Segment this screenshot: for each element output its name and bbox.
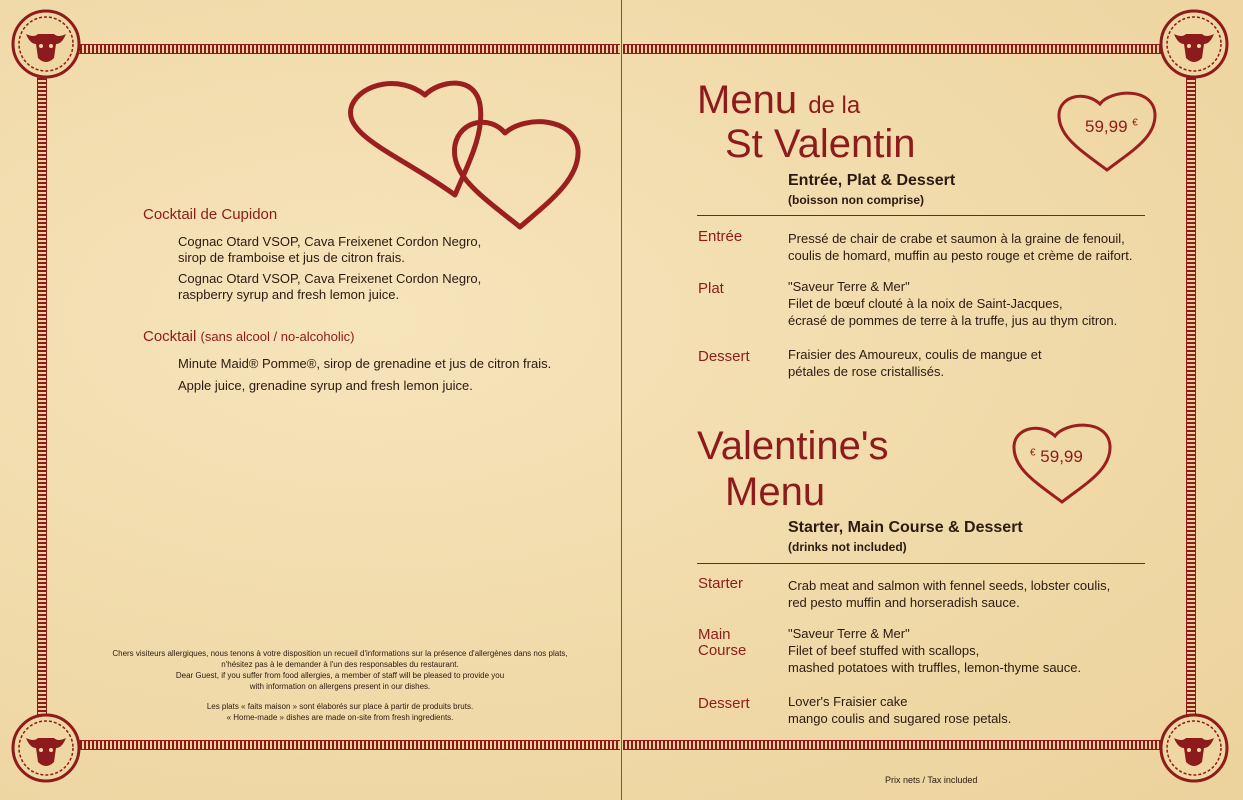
cocktail-nonalcoholic-fr: Minute Maid® Pomme®, sirop de grenadine et jus de citron frais. [178,356,552,371]
en-price-value: 59,99 [1040,447,1083,466]
cocktail-cupidon-en-line2: raspberry syrup and fresh lemon juice. [178,287,400,302]
fr-entree-line2: coulis de homard, muffin au pesto rouge et crème de raifort. [788,248,1133,263]
en-subtitle: Starter, Main Course & Dessert [788,519,1023,536]
page-fold [621,0,622,800]
fr-menu-title [697,78,860,128]
fr-entree-line1: Pressé de chair de crabe et saumon à la graine de fenouil, [788,231,1125,246]
allergen-line: with information on allergens present in our dishes. [249,682,431,691]
en-starter-line1: Crab meat and salmon with fennel seeds, lobster coulis, [788,578,1111,593]
cocktail-cupidon-title: Cocktail de Cupidon [143,206,278,223]
bull-emblem-icon [1158,712,1230,784]
en-divider [697,563,1145,564]
allergen-line: Chers visiteurs allergiques, nous tenons à votre disposition un recueil d'informations sur la présence d'allergènes dans nos plats, [112,649,568,658]
en-main-line2: Filet of beef stuffed with scallops, [788,643,980,658]
bull-emblem-icon [10,8,82,80]
cocktail-nonalcoholic-title [143,328,354,345]
cocktail-cupidon-fr-line1: Cognac Otard VSOP, Cava Freixenet Cordon Negro, [178,234,482,249]
frame-right [1186,50,1196,740]
allergen-line: n'hésitez pas à le demander à l'un des responsables du restaurant. [221,660,459,669]
fr-title-stvalentin: St Valentin [725,122,916,166]
en-dessert-line1: Lover's Fraisier cake [788,694,908,709]
frame-bottom-left [40,740,620,750]
en-subnote: (drinks not included) [788,540,907,554]
bull-emblem-icon [10,712,82,784]
double-heart-icon [340,75,585,235]
fr-entree-label: Entrée [698,228,743,245]
en-starter-label: Starter [698,575,744,592]
fr-price [1085,117,1138,137]
en-dessert-line2: mango coulis and sugared rose petals. [788,711,1012,726]
fr-title-menu: Menu [697,78,798,122]
cocktail-cupidon-fr-line2: sirop de framboise et jus de citron frais. [178,250,405,265]
allergen-line: « Home-made » dishes are made on-site from fresh ingredients. [226,713,454,722]
cocktail-nonalcoholic-title-text: Cocktail [143,328,197,345]
fr-price-value: 59,99 [1085,117,1128,136]
en-main-line1: "Saveur Terre & Mer" [788,626,910,641]
fr-divider [697,215,1145,216]
bull-emblem-icon [1158,8,1230,80]
fr-price-currency: € [1132,117,1138,129]
allergen-notice [80,648,600,723]
cocktail-nonalcoholic-en: Apple juice, grenadine syrup and fresh lemon juice. [178,378,473,393]
en-main-label-line1: Main [698,626,731,643]
frame-left [37,50,47,740]
fr-dessert-label: Dessert [698,348,750,365]
en-title-line1: Valentine's [697,424,889,468]
en-price-currency: € [1030,447,1036,459]
allergen-line: Dear Guest, if you suffer from food allergies, a member of staff will be pleased to provide you [175,671,505,680]
fr-subnote: (boisson non comprise) [788,193,925,207]
frame-bottom-right [623,740,1193,750]
en-dessert-label: Dessert [698,695,750,712]
frame-top-left [40,44,620,54]
fr-plat-line3: écrasé de pommes de terre à la truffe, jus au thym citron. [788,313,1118,328]
frame-top-right [623,44,1193,54]
allergen-line: Les plats « faits maison » sont élaborés sur place à partir de produits bruts. [206,702,474,711]
fr-plat-label: Plat [698,280,724,297]
fr-plat-line2: Filet de bœuf clouté à la noix de Saint-Jacques, [788,296,1063,311]
en-main-label-line2: Course [698,642,747,659]
en-title-line2: Menu [725,470,826,514]
fr-subtitle: Entrée, Plat & Dessert [788,172,956,189]
fr-plat-line1: "Saveur Terre & Mer" [788,279,910,294]
en-starter-line2: red pesto muffin and horseradish sauce. [788,595,1020,610]
en-main-line3: mashed potatoes with truffles, lemon-thyme sauce. [788,660,1082,675]
fr-title-dela: de la [808,92,861,119]
fr-dessert-line2: pétales de rose cristallisés. [788,364,945,379]
fr-dessert-line1: Fraisier des Amoureux, coulis de mangue et [788,347,1042,362]
cocktail-nonalcoholic-subtitle: (sans alcool / no-alcoholic) [200,329,355,344]
cocktail-cupidon-en-line1: Cognac Otard VSOP, Cava Freixenet Cordon Negro, [178,271,482,286]
en-main-label [698,627,746,659]
tax-note: Prix nets / Tax included [885,775,978,785]
en-price [1030,447,1083,467]
